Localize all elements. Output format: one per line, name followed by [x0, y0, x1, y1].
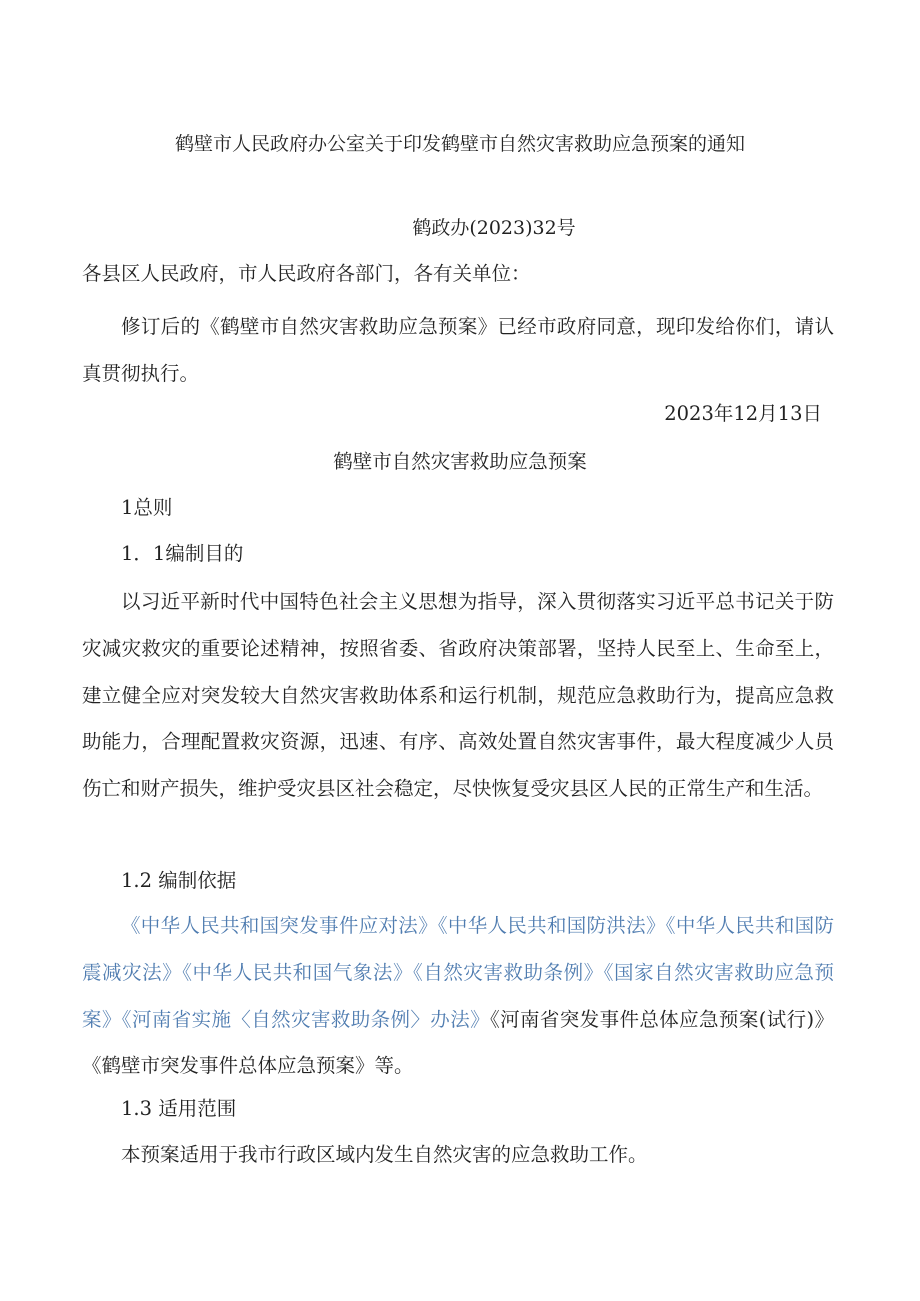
reference-link[interactable]: 《中华人民共和国防洪法》	[437, 914, 666, 937]
section-1-3-heading: 1.3 适用范围	[121, 1097, 237, 1120]
addressee: 各县区人民政府，市人民政府各部门，各有关单位：	[82, 262, 531, 285]
section-1-2-heading: 1.2 编制依据	[121, 869, 237, 892]
reference-link[interactable]: 《中华人民共和国气象法》	[182, 960, 414, 984]
document-title: 鹤壁市人民政府办公室关于印发鹤壁市自然灾害救助应急预案的通知	[174, 133, 745, 155]
document-number: 鹤政办(2023)32号	[412, 217, 576, 239]
section-1-2-text	[82, 903, 834, 1090]
section-1-3-text: 本预案适用于我市行政区域内发生自然灾害的应急救助工作。	[121, 1143, 648, 1166]
reference-link[interactable]: 《中华人民共和国突发事件应对法》	[121, 914, 438, 937]
section-1-1-heading: 1．1编制目的	[121, 542, 244, 565]
reference-link[interactable]: 《自然灾害救助条例》	[413, 960, 604, 984]
plan-title: 鹤壁市自然灾害救助应急预案	[333, 450, 587, 473]
reference-link[interactable]: 《中华人民共和国防震减灾法》	[82, 914, 834, 984]
reference-link[interactable]: 《河南省实施〈自然灾害救助条例〉办法》	[121, 1007, 490, 1031]
section-1-1-text: 以习近平新时代中国特色社会主义思想为指导，深入贯彻落实习近平总书记关于防灾减灾救灾的重要论述精神，按照省委、省政府决策部署，坚持人民至上、生命至上，建立健全应对突发较大自然灾害救助体系和运行机制，规范应急救助行为，提高应急救助能力，合理配置救灾资源，迅速、有序、高效处置自然灾害事件，最大程度减少人员伤亡和财产损失，维护受灾县区社会稳定，尽快恢复受灾县区人民的正常生产和生活。	[82, 590, 834, 801]
issue-date: 2023年12月13日	[664, 402, 822, 425]
section-1-heading: 1总则	[121, 496, 173, 519]
reference-tail: 《河南省突发事件总体应急预案(试行)》《鹤壁市突发事件总体应急预案》等。	[82, 1007, 834, 1078]
reference-link[interactable]: 《国家自然灾害救助应急预案》	[82, 960, 834, 1031]
notice-body: 修订后的《鹤壁市自然灾害救助应急预案》已经市政府同意，现印发给你们，请认真贯彻执行。	[82, 315, 834, 385]
